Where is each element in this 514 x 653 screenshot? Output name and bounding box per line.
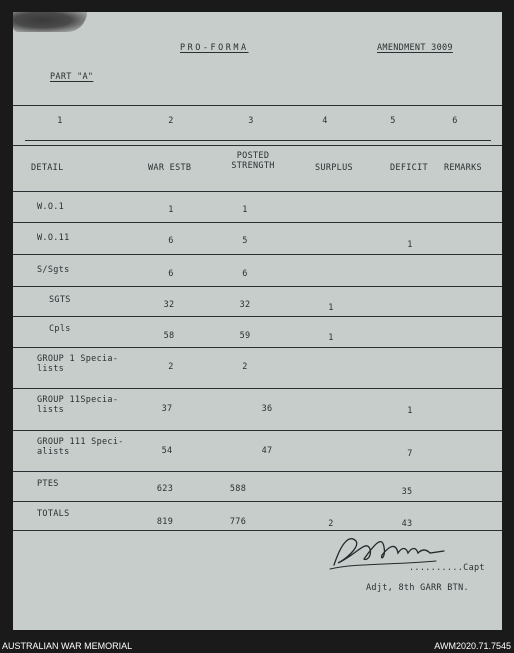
row-rule	[13, 430, 502, 431]
row-detail-ssgts: S/Sgts	[37, 265, 70, 275]
row-war-estb: 2	[168, 362, 174, 372]
signature-appointment: Adjt, 8th GARR BTN.	[366, 583, 469, 593]
ink-stain	[13, 12, 87, 32]
row-posted: 59	[239, 331, 251, 341]
row-detail-totals: TOTALS	[37, 509, 70, 519]
amendment-number: AMENDMENT 3009	[377, 43, 453, 53]
column-number-5: 5	[390, 116, 396, 126]
row-detail-group111: GROUP 111 Speci- alists	[37, 437, 124, 458]
row-surplus-total: 2	[328, 519, 334, 529]
row-detail-ptes: PTES	[37, 479, 59, 489]
column-number-6: 6	[452, 116, 458, 126]
column-header-posted-strength: POSTED STRENGTH	[231, 151, 275, 172]
row-war-estb: 54	[161, 446, 173, 456]
row-rule	[13, 471, 502, 472]
row-detail-wo11: W.O.11	[37, 233, 70, 243]
footer-accession-number: AWM2020.71.7545	[434, 641, 511, 651]
column-header-surplus: SURPLUS	[315, 163, 353, 173]
column-number-1: 1	[57, 116, 63, 126]
row-rule	[13, 501, 502, 502]
row-rule	[13, 316, 502, 317]
row-posted: 2	[242, 362, 248, 372]
row-deficit-total: 43	[401, 519, 413, 529]
row-rule	[13, 222, 502, 223]
row-rule	[13, 254, 502, 255]
row-rule	[13, 347, 502, 348]
header-rule	[13, 145, 502, 146]
row-war-estb: 623	[156, 484, 174, 494]
row-posted: 1	[242, 205, 248, 215]
row-posted: 6	[242, 269, 248, 279]
row-deficit: 35	[401, 487, 413, 497]
row-deficit: 1	[407, 406, 413, 416]
table-top-rule	[13, 105, 502, 106]
signature-rank: ..........Capt	[409, 563, 485, 573]
row-detail-group11: GROUP 11Specia- lists	[37, 395, 119, 416]
row-posted: 36	[261, 404, 273, 414]
row-war-estb-total: 819	[156, 517, 174, 527]
row-war-estb: 6	[168, 236, 174, 246]
row-posted: 588	[229, 484, 247, 494]
row-posted: 5	[242, 236, 248, 246]
column-header-war-estb: WAR ESTB	[148, 163, 192, 173]
row-posted: 32	[239, 300, 251, 310]
row-posted-total: 776	[229, 517, 247, 527]
row-war-estb: 6	[168, 269, 174, 279]
row-war-estb: 32	[163, 300, 175, 310]
row-war-estb: 1	[168, 205, 174, 215]
footer-credit: AUSTRALIAN WAR MEMORIAL	[2, 641, 133, 651]
column-header-detail: DETAIL	[31, 163, 64, 173]
column-number-2: 2	[168, 116, 174, 126]
row-detail-wo1: W.O.1	[37, 202, 65, 212]
row-war-estb: 37	[161, 404, 173, 414]
row-surplus: 1	[328, 303, 334, 313]
header-bottom-rule	[13, 191, 502, 192]
row-rule	[13, 388, 502, 389]
row-war-estb: 58	[163, 331, 175, 341]
form-title: PRO-FORMA	[180, 43, 249, 53]
row-detail-cpls: Cpls	[49, 324, 71, 334]
row-deficit: 7	[407, 449, 413, 459]
column-header-remarks: REMARKS	[444, 163, 482, 173]
row-posted: 47	[261, 446, 273, 456]
row-surplus: 1	[328, 333, 334, 343]
row-detail-sgts: SGTS	[49, 295, 71, 305]
row-rule	[13, 286, 502, 287]
column-number-rule	[25, 140, 491, 141]
row-detail-group1: GROUP 1 Specia- lists	[37, 354, 119, 375]
document-page	[13, 12, 502, 630]
column-number-4: 4	[322, 116, 328, 126]
column-number-3: 3	[248, 116, 254, 126]
column-header-deficit: DEFICIT	[390, 163, 428, 173]
row-deficit: 1	[407, 240, 413, 250]
part-label: PART "A"	[50, 72, 94, 82]
